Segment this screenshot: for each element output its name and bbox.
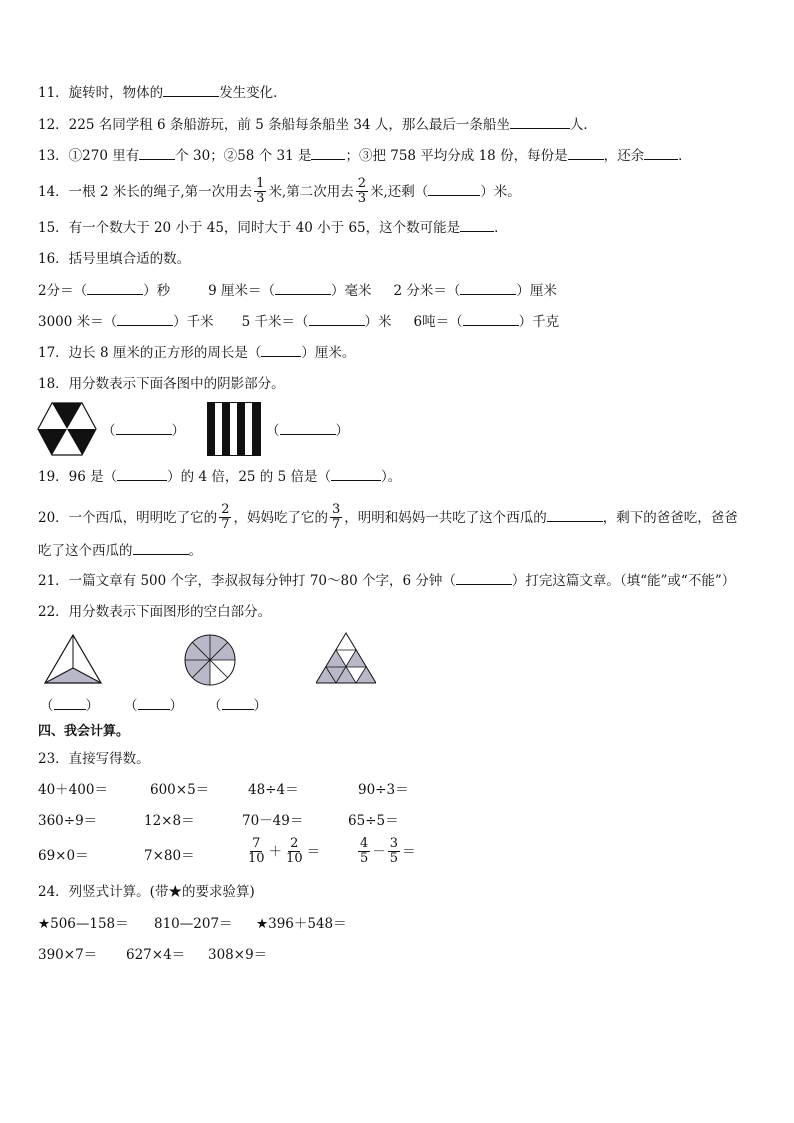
paren-close: ） [335,423,349,439]
calc-item: 360÷9＝ [38,813,98,829]
answer-blank[interactable] [644,145,678,160]
q16-item: 3000 米＝（ [38,314,118,330]
triangle-grid-figure [316,632,376,684]
shaded-stripe [237,402,245,456]
striped-square-figure [207,402,261,456]
question-23-title: 23．直接写得数。 [38,751,150,767]
equals-sign: ＝ [402,844,416,860]
hexagon-figure [37,402,97,456]
paren-close: ） [253,698,267,714]
paren-open: （ [208,698,222,714]
answer-blank[interactable] [460,217,494,232]
plus-sign: ＋ [268,844,283,860]
calc-item: 600×5＝ [150,782,210,798]
q20-text-4: ，剩下的爸爸吃，爸爸 [602,510,738,526]
triangle-figure [44,634,102,684]
calc-item: 12×8＝ [144,813,195,829]
question-21 [38,570,735,591]
question-13 [38,145,692,166]
q16-item: 2分＝（ [38,283,88,299]
question-17 [38,342,355,363]
question-15 [38,217,508,238]
answer-blank[interactable] [309,311,365,326]
q20-text-3: ，明明和妈妈一共吃了这个西瓜的 [344,510,547,526]
q20-text-2: ，妈妈吃了它的 [233,510,328,526]
fraction [219,503,231,532]
q14-text-4: ）米。 [480,184,521,200]
paren-close: ） [171,423,185,439]
q12-text-end: 人． [569,117,597,133]
shaded-stripe [207,402,215,456]
q13-text-2: 个 30；②58 个 31 是 [175,148,312,164]
q18-answer-2 [266,420,349,441]
q23-fraction-sum [244,838,320,867]
q11-text: 11．旋转时，物体的 [38,85,164,101]
numerator: 2 [221,502,230,517]
calc-item: 390×7＝ [38,947,98,963]
fraction [330,503,342,532]
denominator: 7 [221,517,230,532]
calc-item: 69×0＝ [38,848,89,864]
denominator: 3 [357,191,367,206]
answer-blank[interactable] [87,280,143,295]
calc-item: 65÷5＝ [348,813,399,829]
fraction [284,837,305,866]
q21-text-end: ）打完这篇文章。（填“能”或“不能”） [511,573,736,589]
q16-unit: ）厘米 [516,283,557,299]
calc-item: 40＋400＝ [38,782,108,798]
question-18-title: 18．用分数表示下面各图中的阴影部分。 [38,376,285,392]
q16-item: 5 千米＝（ [241,314,309,330]
numerator: 7 [252,836,261,851]
calc-item: 7×80＝ [144,848,195,864]
denominator: 5 [360,851,369,866]
question-20-cont [38,540,202,561]
q14-text-2: 米,第二次用去 [268,184,354,200]
answer-blank[interactable] [311,145,345,160]
numerator: 4 [360,836,369,851]
q13-text-3: ；③把 758 平均分成 18 份，每份是 [345,148,568,164]
q22-answer-3 [208,695,267,716]
answer-blank[interactable] [117,466,167,481]
q15-text-end: ． [494,220,508,236]
q17-text-end: ）厘米。 [301,345,356,361]
calc-item: ★506—158＝ [38,916,129,932]
q16-unit: ）千米 [173,314,214,330]
denominator: 10 [248,851,265,866]
calc-item: 90÷3＝ [358,782,409,798]
question-20 [38,504,738,533]
numerator: 2 [290,836,299,851]
q23-fraction-diff [356,838,416,867]
answer-blank[interactable] [510,114,570,129]
calc-item: ★396＋548＝ [256,916,347,932]
answer-blank[interactable] [460,280,516,295]
denominator: 3 [256,191,265,206]
q16-unit: ）毫米 [330,283,372,299]
answer-blank[interactable] [117,311,173,326]
q16-item: 6吨＝（ [413,314,463,330]
fraction [358,837,370,866]
calc-item: 810—207＝ [154,916,233,932]
paren-open: （ [124,698,138,714]
q22-answer-2 [124,695,183,716]
q13-text-5: ． [678,148,692,164]
question-19 [38,466,401,487]
q14-text-1: 14．一根 2 米长的绳子,第一次用去 [38,184,253,200]
fraction [246,837,267,866]
q13-text-1: 13．①270 里有 [38,148,140,164]
answer-blank[interactable] [222,695,254,710]
numerator: 1 [256,176,265,191]
answer-blank[interactable] [133,540,189,555]
calc-item: 627×4＝ [126,947,186,963]
q20-text-5: 吃了这个西瓜的 [38,543,133,559]
q13-text-4: ，还余 [603,148,645,164]
question-24-title: 24．列竖式计算。(带★的要求验算) [38,884,255,900]
answer-blank[interactable] [138,695,170,710]
answer-blank[interactable] [116,420,172,435]
q16-unit: ）千克 [518,314,560,330]
paren-open: （ [40,698,54,714]
q19-text-2: ）的 4 倍，25 的 5 倍是（ [167,469,331,485]
shaded-stripe [222,402,230,456]
answer-blank[interactable] [280,420,336,435]
q14-text-3: 米,还剩（ [370,184,429,200]
q19-text-3: ）。 [380,469,402,485]
q16-item: 9 厘米＝（ [208,283,275,299]
paren-close: ） [169,698,183,714]
denominator: 7 [331,517,341,532]
equals-sign: ＝ [306,844,321,860]
q16-unit: ）秒 [143,283,171,299]
calc-item: 48÷4＝ [248,782,299,798]
q21-text: 21．一篇文章有 500 个字，李叔叔每分钟打 70～80 个字，6 分钟（ [38,573,456,589]
q15-text: 15．有一个数大于 20 小于 45，同时大于 40 小于 65，这个数可能是 [38,220,461,236]
question-22-title: 22．用分数表示下面图形的空白部分。 [38,604,272,620]
answer-blank[interactable] [261,342,301,357]
q19-text-1: 19．96 是（ [38,469,118,485]
q16-item: 2 分米＝（ [393,283,461,299]
question-12 [38,114,597,135]
question-11 [38,82,287,103]
calc-item: 70－49＝ [242,813,304,829]
fraction [254,177,266,206]
paren-open: （ [102,423,116,439]
answer-blank[interactable] [275,280,331,295]
numerator: 3 [331,502,341,517]
denominator: 10 [286,851,303,866]
answer-blank[interactable] [54,695,86,710]
answer-blank[interactable] [331,466,381,481]
section-4-heading: 四、我会计算。 [38,724,130,739]
paren-close: ） [85,698,99,714]
answer-blank[interactable] [428,181,480,196]
q17-text: 17．边长 8 厘米的正方形的周长是（ [38,345,262,361]
denominator: 5 [389,851,399,866]
numerator: 3 [389,836,399,851]
minus-sign: － [372,844,386,860]
numerator: 2 [357,176,367,191]
answer-blank[interactable] [163,82,219,97]
answer-blank[interactable] [139,145,175,160]
q22-answer-1 [40,695,99,716]
question-16-row-1 [38,280,557,301]
shaded-stripe [252,402,261,456]
fraction [388,837,400,866]
q16-unit: ）米 [364,314,392,330]
paren-open: （ [266,423,280,439]
q18-answer-1 [102,420,185,441]
q20-text-6: 。 [188,543,202,559]
fraction [356,177,368,206]
answer-blank[interactable] [456,570,512,585]
q11-text-end: 发生变化． [219,85,287,101]
question-16-title: 16．括号里填合适的数。 [38,251,191,267]
answer-blank[interactable] [568,145,604,160]
answer-blank[interactable] [463,311,519,326]
q12-text: 12．225 名同学租 6 条船游玩，前 5 条船每条船坐 34 人，那么最后一条船坐 [38,117,510,133]
q20-text-1: 20．一个西瓜，明明吃了它的 [38,510,218,526]
question-14 [38,178,521,207]
circle-figure [182,632,238,688]
shaded-region [45,668,101,683]
calc-item: 308×9＝ [208,947,268,963]
question-16-row-2 [38,311,559,332]
answer-blank[interactable] [547,507,603,522]
